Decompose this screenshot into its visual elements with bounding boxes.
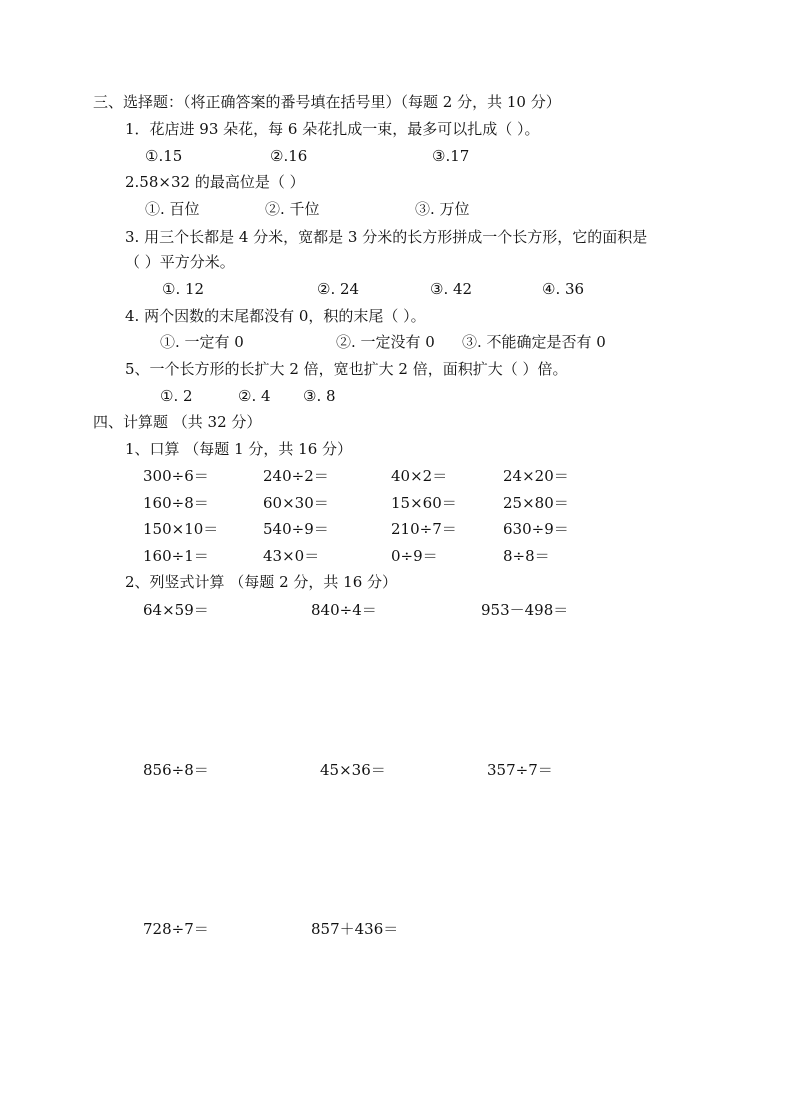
oral-item: 630÷9＝	[503, 520, 569, 538]
question-4-option-3: ③. 不能确定是否有 0	[462, 333, 606, 351]
oral-item: 210÷7＝	[391, 520, 457, 538]
question-1-option-2: ②.16	[270, 147, 308, 165]
question-3-option-1: ①. 12	[162, 280, 205, 298]
section3-title: 三、选择题：（将正确答案的番号填在括号里）（每题 2 分，共 10 分）	[93, 93, 561, 111]
oral-item: 24×20＝	[503, 467, 569, 485]
question-4-option-1: ①. 一定有 0	[160, 333, 244, 351]
oral-item: 25×80＝	[503, 494, 569, 512]
oral-item: 60×30＝	[263, 494, 329, 512]
vertical-item: 856÷8＝	[143, 761, 209, 779]
question-2-stem: 2.58×32 的最高位是（ ）	[125, 173, 305, 191]
vertical-calculation-title: 2、列竖式计算 （每题 2 分，共 16 分）	[125, 573, 398, 591]
oral-item: 240÷2＝	[263, 467, 329, 485]
oral-item: 160÷1＝	[143, 547, 209, 565]
question-4-option-2: ②. 一定没有 0	[336, 333, 435, 351]
vertical-item: 64×59＝	[143, 601, 209, 619]
question-3-option-4: ④. 36	[542, 280, 585, 298]
vertical-item: 728÷7＝	[143, 920, 209, 938]
vertical-item: 45×36＝	[320, 761, 386, 779]
question-3-stem-line2: （ ）平方分米。	[125, 253, 235, 271]
oral-item: 15×60＝	[391, 494, 457, 512]
question-5-stem: 5、一个长方形的长扩大 2 倍，宽也扩大 2 倍，面积扩大（ ）倍。	[125, 360, 568, 378]
question-3-option-2: ②. 24	[317, 280, 360, 298]
oral-item: 540÷9＝	[263, 520, 329, 538]
question-2-option-2: ②. 千位	[265, 200, 320, 218]
question-5-option-2: ②. 4	[238, 387, 271, 405]
oral-item: 160÷8＝	[143, 494, 209, 512]
oral-item: 0÷9＝	[391, 547, 438, 565]
vertical-item: 857＋436＝	[311, 920, 399, 938]
oral-item: 43×0＝	[263, 547, 320, 565]
oral-item: 150×10＝	[143, 520, 219, 538]
oral-item: 8÷8＝	[503, 547, 550, 565]
question-5-option-3: ③. 8	[303, 387, 336, 405]
question-1-option-3: ③.17	[432, 147, 470, 165]
question-4-stem: 4. 两个因数的末尾都没有 0，积的末尾（ ）。	[125, 307, 426, 325]
question-5-option-1: ①. 2	[160, 387, 193, 405]
oral-calculation-title: 1、口算 （每题 1 分，共 16 分）	[125, 440, 353, 458]
section4-title: 四、计算题 （共 32 分）	[93, 413, 262, 431]
question-3-stem-line1: 3. 用三个长都是 4 分米，宽都是 3 分米的长方形拼成一个长方形，它的面积是	[125, 228, 648, 246]
vertical-item: 357÷7＝	[487, 761, 553, 779]
question-1-stem: 1．花店进 93 朵花，每 6 朵花扎成一束，最多可以扎成（ ）。	[125, 120, 540, 138]
vertical-item: 953－498＝	[481, 601, 569, 619]
oral-item: 40×2＝	[391, 467, 448, 485]
question-1-option-1: ①.15	[145, 147, 183, 165]
question-2-option-3: ③. 万位	[415, 200, 470, 218]
vertical-item: 840÷4＝	[311, 601, 377, 619]
oral-item: 300÷6＝	[143, 467, 209, 485]
question-2-option-1: ①. 百位	[145, 200, 200, 218]
question-3-option-3: ③. 42	[430, 280, 473, 298]
